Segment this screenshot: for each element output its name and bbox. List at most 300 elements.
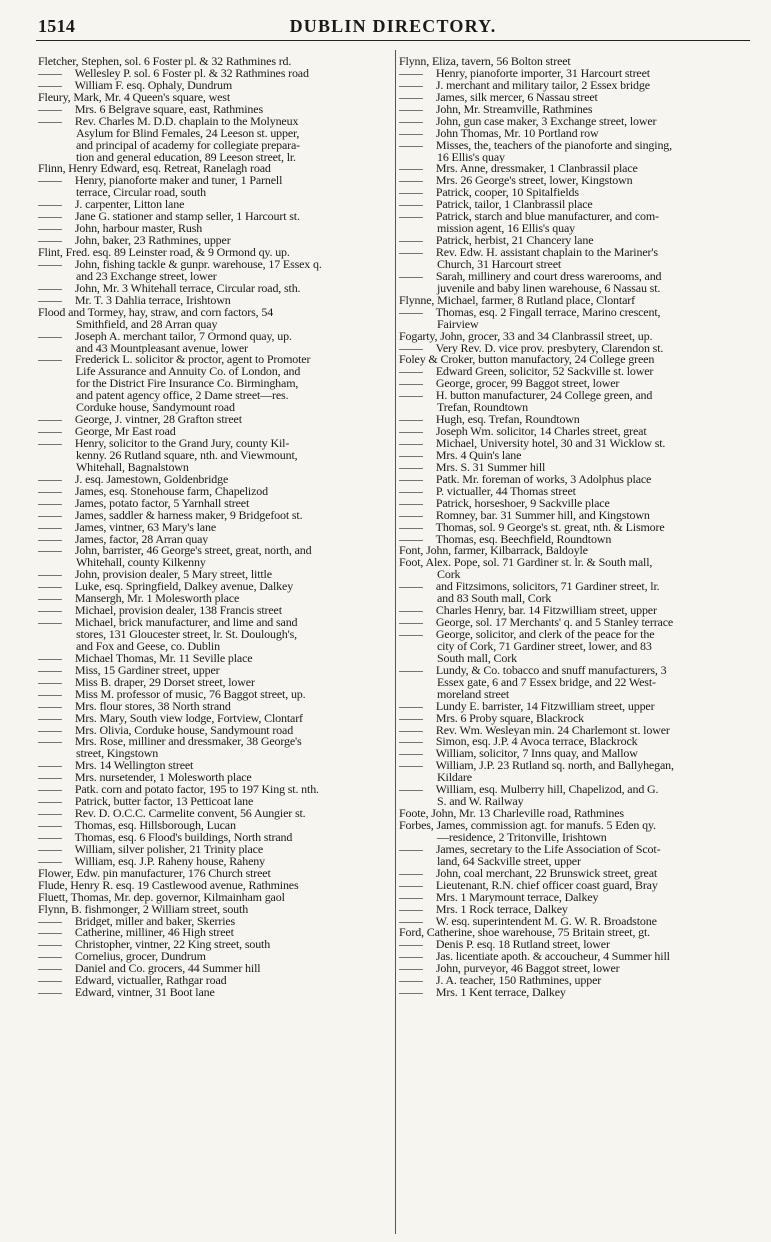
ditto-dash: —— xyxy=(399,784,423,797)
directory-sub-entry xyxy=(399,116,751,128)
directory-sub-entry xyxy=(399,68,751,80)
directory-sub-entry xyxy=(38,331,390,343)
ditto-dash: —— xyxy=(38,700,62,713)
ditto-dash: —— xyxy=(399,521,423,534)
directory-sub-entry xyxy=(38,927,390,939)
ditto-dash: —— xyxy=(399,712,423,725)
directory-sub-entry xyxy=(399,939,751,951)
directory-entry-continuation xyxy=(399,319,751,331)
directory-entry-continuation xyxy=(38,748,390,760)
directory-entry-continuation xyxy=(399,677,751,689)
entry-text: J. carpenter, Litton lane xyxy=(74,199,185,212)
directory-sub-entry xyxy=(38,354,390,366)
ditto-dash: —— xyxy=(399,509,423,522)
directory-sub-entry xyxy=(38,426,390,438)
directory-sub-entry xyxy=(399,462,751,474)
ditto-dash: —— xyxy=(38,736,62,749)
directory-sub-entry xyxy=(399,140,751,152)
entry-text: Mrs. 1 Marymount terrace, Dalkey xyxy=(435,891,599,904)
entry-text: James, silk mercer, 6 Nassau street xyxy=(435,91,598,104)
directory-entry xyxy=(38,892,390,904)
directory-entry-continuation xyxy=(38,450,390,462)
directory-entry-continuation xyxy=(38,140,390,152)
entry-text: Whitehall, county Kilkenny xyxy=(76,557,206,570)
ditto-dash: —— xyxy=(399,461,423,474)
directory-sub-entry xyxy=(399,486,751,498)
directory-sub-entry xyxy=(38,175,390,187)
entry-text: moreland street xyxy=(437,688,510,701)
directory-sub-entry xyxy=(38,414,390,426)
ditto-dash: —— xyxy=(38,772,62,785)
entry-text: Frederick L. solicitor & proctor, agent to Promoter xyxy=(74,354,311,367)
entry-text: Rev. Edw. H. assistant chaplain to the Mariner's xyxy=(435,247,658,259)
entry-text: mission agent, 16 Ellis's quay xyxy=(437,223,575,236)
directory-sub-entry xyxy=(399,522,751,534)
directory-entry xyxy=(399,545,751,557)
entry-text: Cork xyxy=(437,569,461,582)
ditto-dash: —— xyxy=(399,79,423,92)
directory-sub-entry xyxy=(399,366,751,378)
entry-text: Flynn, B. fishmonger, 2 William street, south xyxy=(38,903,249,916)
ditto-dash: —— xyxy=(38,784,62,797)
ditto-dash: —— xyxy=(399,438,423,450)
entry-text: George, solicitor, and clerk of the peace for the xyxy=(435,629,655,641)
directory-sub-entry xyxy=(399,271,751,283)
directory-sub-entry xyxy=(38,796,390,808)
entry-text: South mall, Cork xyxy=(437,652,517,665)
entry-text: John, Mr. Streamville, Rathmines xyxy=(435,103,593,116)
ditto-dash: —— xyxy=(38,438,62,450)
entry-text: Henry, pianoforte importer, 31 Harcourt street xyxy=(435,67,650,80)
directory-entry-continuation xyxy=(399,641,751,653)
ditto-dash: —— xyxy=(399,497,423,510)
entry-text: and 23 Exchange street, lower xyxy=(76,270,217,283)
entry-text: James, saddler & harness maker, 9 Bridgefoot st. xyxy=(74,509,303,522)
directory-sub-entry xyxy=(38,784,390,796)
directory-sub-entry xyxy=(38,593,390,605)
entry-text: Patk. Mr. foreman of works, 3 Adolphus place xyxy=(435,473,652,486)
ditto-dash: —— xyxy=(399,700,423,713)
entry-text: Thomas, esq. 6 Flood's buildings, North strand xyxy=(74,831,293,844)
ditto-dash: —— xyxy=(399,605,423,618)
directory-sub-entry xyxy=(38,665,390,677)
directory-sub-entry xyxy=(38,223,390,235)
ditto-dash: —— xyxy=(399,939,423,952)
directory-entry-continuation xyxy=(38,128,390,140)
directory-sub-entry xyxy=(38,116,390,128)
entry-text: Hugh, esq. Trefan, Roundtown xyxy=(435,414,580,427)
ditto-dash: —— xyxy=(38,545,62,558)
entry-text: J. merchant and military tailor, 2 Essex bridge xyxy=(435,79,650,92)
directory-sub-entry xyxy=(38,474,390,486)
entry-text: William, solicitor, 7 Inns quay, and Mallow xyxy=(435,748,638,761)
directory-sub-entry xyxy=(399,534,751,546)
directory-entry-continuation xyxy=(399,653,751,665)
directory-sub-entry xyxy=(38,916,390,928)
ditto-dash: —— xyxy=(399,306,423,319)
ditto-dash: —— xyxy=(38,939,62,952)
entry-text: and 83 South mall, Cork xyxy=(437,593,552,606)
directory-sub-entry xyxy=(38,975,390,987)
entry-text: Joseph A. merchant tailor, 7 Ormond quay, up. xyxy=(74,330,292,343)
entry-text: Rev. Wm. Wesleyan min. 24 Charlemont st. lower xyxy=(435,724,670,737)
page-title: DUBLIN DIRECTORY. xyxy=(289,16,497,36)
ditto-dash: —— xyxy=(399,187,423,200)
entry-text: Patrick, starch and blue manufacturer, and com- xyxy=(435,211,659,224)
directory-sub-entry xyxy=(399,247,751,259)
entry-text: Mr. T. 3 Dahlia terrace, Irishtown xyxy=(74,294,231,307)
entry-text: and principal of academy for collegiate prepara- xyxy=(76,139,301,152)
entry-text: Mrs. flour stores, 38 North strand xyxy=(74,700,231,713)
ditto-dash: —— xyxy=(38,330,62,343)
entry-text: Mrs. 1 Kent terrace, Dalkey xyxy=(435,987,566,1000)
directory-sub-entry xyxy=(38,987,390,999)
entry-text: William F. esq. Ophaly, Dundrum xyxy=(74,79,233,92)
directory-sub-entry xyxy=(38,856,390,868)
ditto-dash: —— xyxy=(38,533,62,546)
ditto-dash: —— xyxy=(399,115,423,128)
entry-text: Flynn, Eliza, tavern, 56 Bolton street xyxy=(399,56,571,68)
directory-sub-entry xyxy=(399,713,751,725)
directory-sub-entry xyxy=(399,736,751,748)
ditto-dash: —— xyxy=(38,521,62,534)
directory-sub-entry xyxy=(38,283,390,295)
entry-text: city of Cork, 71 Gardiner street, lower, and 83 xyxy=(437,640,652,653)
entry-text: Denis P. esq. 18 Rutland street, lower xyxy=(435,939,610,952)
directory-sub-entry xyxy=(38,211,390,223)
ditto-dash: —— xyxy=(399,235,423,247)
ditto-dash: —— xyxy=(38,79,62,92)
entry-text: Flynne, Michael, farmer, 8 Rutland place, Clontarf xyxy=(399,294,635,307)
entry-text: John, harbour master, Rush xyxy=(74,223,203,236)
entry-text: Mrs. 6 Proby square, Blackrock xyxy=(435,712,584,725)
directory-sub-entry xyxy=(38,68,390,80)
directory-sub-entry xyxy=(399,904,751,916)
directory-sub-entry xyxy=(38,808,390,820)
entry-text: Patrick, herbist, 21 Chancery lane xyxy=(435,235,594,247)
directory-sub-entry xyxy=(399,701,751,713)
ditto-dash: —— xyxy=(399,247,423,259)
ditto-dash: —— xyxy=(399,664,423,677)
ditto-dash: —— xyxy=(38,235,62,247)
ditto-dash: —— xyxy=(38,808,62,820)
directory-sub-entry xyxy=(38,534,390,546)
entry-text: Miss B. draper, 29 Dorset street, lower xyxy=(74,676,255,689)
entry-text: Simon, esq. J.P. 4 Avoca terrace, Blackrock xyxy=(435,736,638,749)
entry-text: Michael Thomas, Mr. 11 Seville place xyxy=(74,652,253,665)
directory-sub-entry xyxy=(399,104,751,116)
ditto-dash: —— xyxy=(38,927,62,940)
entry-text: juvenile and baby linen warehouse, 6 Nassau st. xyxy=(437,282,661,295)
ditto-dash: —— xyxy=(399,975,423,988)
directory-entry-continuation xyxy=(399,569,751,581)
directory-sub-entry xyxy=(399,235,751,247)
directory-sub-entry xyxy=(38,80,390,92)
entry-text: James, vintner, 63 Mary's lane xyxy=(74,521,217,534)
directory-sub-entry xyxy=(399,450,751,462)
directory-entry xyxy=(38,247,390,259)
ditto-dash: —— xyxy=(399,748,423,761)
entry-text: Fluett, Thomas, Mr. dep. governor, Kilmainham gaol xyxy=(38,891,285,904)
directory-entry-continuation xyxy=(399,796,751,808)
ditto-dash: —— xyxy=(399,426,423,438)
directory-entry-continuation xyxy=(38,629,390,641)
entry-text: and Fitzsimons, solicitors, 71 Gardiner street, lr. xyxy=(435,581,660,594)
entry-text: George, Mr East road xyxy=(74,426,176,438)
ditto-dash: —— xyxy=(399,867,423,880)
entry-text: Mansergh, Mr. 1 Molesworth place xyxy=(74,593,240,606)
entry-text: H. button manufacturer, 24 College green, and xyxy=(435,390,653,403)
entry-text: John, fishing tackle & gunpr. warehouse, 17 Essex q. xyxy=(74,258,322,271)
entry-text: Edward, victualler, Rathgar road xyxy=(74,975,227,988)
entry-text: Essex gate, 6 and 7 Essex bridge, and 22 West- xyxy=(437,676,656,689)
entry-text: Mrs. 26 George's street, lower, Kingstown xyxy=(435,175,633,188)
directory-sub-entry xyxy=(38,963,390,975)
entry-text: Patk. corn and potato factor, 195 to 197 King st. nth. xyxy=(74,784,319,797)
directory-sub-entry xyxy=(38,820,390,832)
ditto-dash: —— xyxy=(399,581,423,594)
directory-entry-continuation xyxy=(399,152,751,164)
directory-entry-continuation xyxy=(38,378,390,390)
entry-text: Michael, University hotel, 30 and 31 Wicklow st. xyxy=(435,438,666,450)
entry-text: Jane G. stationer and stamp seller, 1 Harcourt st. xyxy=(74,211,300,224)
entry-text: and patent agency office, 2 Dame street—res. xyxy=(76,390,289,403)
ditto-dash: —— xyxy=(399,199,423,212)
directory-sub-entry xyxy=(38,438,390,450)
entry-text: Rev. D. O.C.C. Carmelite convent, 56 Aungier st. xyxy=(74,808,306,820)
entry-text: P. victualler, 44 Thomas street xyxy=(435,485,576,498)
directory-sub-entry xyxy=(38,569,390,581)
column-divider xyxy=(395,50,396,1234)
entry-text: Michael, brick manufacturer, and lime and sand xyxy=(74,617,298,629)
entry-text: Whitehall, Bagnalstown xyxy=(76,461,189,474)
directory-entry xyxy=(399,295,751,307)
entry-text: —residence, 2 Tritonville, Irishtown xyxy=(437,831,607,844)
ditto-dash: —— xyxy=(38,211,62,224)
ditto-dash: —— xyxy=(38,115,62,128)
ditto-dash: —— xyxy=(399,903,423,916)
directory-sub-entry xyxy=(399,414,751,426)
entry-text: John Thomas, Mr. 10 Portland row xyxy=(435,127,599,140)
ditto-dash: —— xyxy=(399,485,423,498)
entry-text: for the District Fire Insurance Co. Birmingham, xyxy=(76,378,299,391)
directory-entry-continuation xyxy=(38,152,390,164)
entry-text: James, potato factor, 5 Yarnhall street xyxy=(74,497,250,510)
directory-sub-entry xyxy=(399,725,751,737)
entry-text: John, Mr. 3 Whitehall terrace, Circular road, sth. xyxy=(74,282,301,295)
ditto-dash: —— xyxy=(399,366,423,379)
directory-sub-entry xyxy=(399,211,751,223)
directory-entry-continuation xyxy=(38,271,390,283)
directory-sub-entry xyxy=(38,522,390,534)
entry-text: tion and general education, 89 Leeson street, lr. xyxy=(76,151,296,164)
ditto-dash: —— xyxy=(399,67,423,80)
left-column xyxy=(38,56,390,999)
entry-text: Wellesley P. sol. 6 Foster pl. & 32 Rathmines road xyxy=(74,67,309,80)
entry-text: Christopher, vintner, 22 King street, south xyxy=(74,939,271,952)
directory-entry-continuation xyxy=(399,593,751,605)
ditto-dash: —— xyxy=(38,820,62,832)
entry-text: Rev. Charles M. D.D. chaplain to the Molyneux xyxy=(74,115,299,128)
directory-sub-entry xyxy=(399,426,751,438)
ditto-dash: —— xyxy=(399,915,423,928)
directory-sub-entry xyxy=(399,498,751,510)
ditto-dash: —— xyxy=(38,581,62,594)
ditto-dash: —— xyxy=(38,354,62,367)
ditto-dash: —— xyxy=(38,509,62,522)
ditto-dash: —— xyxy=(38,652,62,665)
directory-entry-continuation xyxy=(38,557,390,569)
directory-entry xyxy=(38,880,390,892)
directory-sub-entry xyxy=(399,128,751,140)
ditto-dash: —— xyxy=(38,199,62,212)
directory-entry-continuation xyxy=(399,402,751,414)
entry-text: Catherine, milliner, 46 High street xyxy=(74,927,234,940)
entry-text: George, sol. 17 Merchants' q. and 5 Stanley terrace xyxy=(435,617,674,629)
directory-sub-entry xyxy=(399,92,751,104)
directory-sub-entry xyxy=(38,104,390,116)
directory-sub-entry xyxy=(38,259,390,271)
entry-text: Henry, pianoforte maker and tuner, 1 Parnell xyxy=(74,175,283,188)
ditto-dash: —— xyxy=(399,891,423,904)
directory-entry xyxy=(399,808,751,820)
entry-text: Trefan, Roundtown xyxy=(437,402,529,415)
entry-text: Patrick, tailor, 1 Clanbrassil place xyxy=(435,199,593,212)
entry-text: John, barrister, 46 George's street, great, north, and xyxy=(74,545,312,558)
directory-sub-entry xyxy=(399,581,751,593)
entry-text: terrace, Circular road, south xyxy=(76,187,206,200)
entry-text: John, provision dealer, 5 Mary street, little xyxy=(74,569,272,582)
directory-sub-entry xyxy=(399,916,751,928)
directory-sub-entry xyxy=(399,868,751,880)
entry-text: street, Kingstown xyxy=(76,748,159,761)
entry-text: Bridget, miller and baker, Skerries xyxy=(74,915,236,928)
ditto-dash: —— xyxy=(38,664,62,677)
ditto-dash: —— xyxy=(38,796,62,809)
ditto-dash: —— xyxy=(38,569,62,582)
directory-sub-entry xyxy=(38,760,390,772)
entry-text: James, secretary to the Life Association of Scot- xyxy=(435,843,661,856)
directory-sub-entry xyxy=(399,187,751,199)
directory-sub-entry xyxy=(399,390,751,402)
directory-entry-continuation xyxy=(399,283,751,295)
directory-entry-continuation xyxy=(38,402,390,414)
directory-entry xyxy=(38,904,390,916)
directory-entry-continuation xyxy=(38,641,390,653)
entry-text: Foot, Alex. Pope, sol. 71 Gardiner st. lr. & South mall, xyxy=(399,557,653,570)
ditto-dash: —— xyxy=(399,414,423,427)
ditto-dash: —— xyxy=(399,175,423,188)
ditto-dash: —— xyxy=(38,951,62,964)
entry-text: Luke, esq. Springfield, Dalkey avenue, Dalkey xyxy=(74,581,294,594)
entry-text: James, esq. Stonehouse farm, Chapelizod xyxy=(74,485,268,498)
directory-sub-entry xyxy=(38,581,390,593)
directory-sub-entry xyxy=(399,80,751,92)
directory-sub-entry xyxy=(38,235,390,247)
directory-sub-entry xyxy=(38,951,390,963)
entry-text: Fleury, Mark, Mr. 4 Queen's square, west xyxy=(38,91,231,104)
page-header xyxy=(36,14,750,41)
ditto-dash: —— xyxy=(399,760,423,773)
ditto-dash: —— xyxy=(38,688,62,701)
entry-text: Fairview xyxy=(437,318,479,331)
entry-text: Michael, provision dealer, 138 Francis street xyxy=(74,605,282,618)
ditto-dash: —— xyxy=(38,605,62,618)
directory-sub-entry xyxy=(399,760,751,772)
directory-sub-entry xyxy=(399,975,751,987)
directory-sub-entry xyxy=(38,486,390,498)
entry-text: Mrs. Anne, dressmaker, 1 Clanbrassil place xyxy=(435,163,638,176)
entry-text: John, purveyor, 46 Baggot street, lower xyxy=(435,963,620,976)
directory-entry-continuation xyxy=(399,689,751,701)
entry-text: Sarah, millinery and court dress warerooms, and xyxy=(435,270,662,283)
ditto-dash: —— xyxy=(399,879,423,892)
directory-sub-entry xyxy=(399,892,751,904)
entry-text: William, silver polisher, 21 Trinity place xyxy=(74,843,264,856)
entry-text: Romney, bar. 31 Summer hill, and Kingstown xyxy=(435,509,650,522)
ditto-dash: —— xyxy=(399,951,423,964)
entry-text: Thomas, esq. Hillsborough, Lucan xyxy=(74,820,236,832)
directory-entry-continuation xyxy=(38,319,390,331)
entry-text: Joseph Wm. solicitor, 14 Charles street, great xyxy=(435,426,647,438)
ditto-dash: —— xyxy=(38,593,62,606)
ditto-dash: —— xyxy=(399,724,423,737)
entry-text: Lundy E. barrister, 14 Fitzwilliam street, upper xyxy=(435,700,655,713)
directory-entry-continuation xyxy=(38,462,390,474)
directory-sub-entry xyxy=(399,510,751,522)
entry-text: W. esq. superintendent M. G. W. R. Broadstone xyxy=(435,915,657,928)
entry-text: Church, 31 Harcourt street xyxy=(437,258,562,271)
entry-text: John, gun case maker, 3 Exchange street, lower xyxy=(435,115,657,128)
ditto-dash: —— xyxy=(399,270,423,283)
directory-sub-entry xyxy=(399,199,751,211)
directory-entry xyxy=(38,163,390,175)
ditto-dash: —— xyxy=(38,975,62,988)
ditto-dash: —— xyxy=(38,223,62,236)
directory-sub-entry xyxy=(38,617,390,629)
directory-entry xyxy=(38,868,390,880)
entry-text: Kildare xyxy=(437,772,472,785)
ditto-dash: —— xyxy=(399,163,423,176)
ditto-dash: —— xyxy=(399,390,423,403)
entry-text: John, baker, 23 Rathmines, upper xyxy=(74,235,231,247)
entry-text: Foote, John, Mr. 13 Charleville road, Rathmines xyxy=(399,808,624,820)
directory-sub-entry xyxy=(38,772,390,784)
ditto-dash: —— xyxy=(38,473,62,486)
ditto-dash: —— xyxy=(38,676,62,689)
directory-entry-continuation xyxy=(38,390,390,402)
entry-text: William, J.P. 23 Rutland sq. north, and Ballyhegan, xyxy=(435,760,674,773)
entry-text: Miss, 15 Gardiner street, upper xyxy=(74,664,220,677)
directory-sub-entry xyxy=(38,832,390,844)
entry-text: Forbes, James, commission agt. for manufs. 5 Eden qy. xyxy=(399,820,656,832)
ditto-dash: —— xyxy=(38,175,62,188)
entry-text: and Fox and Geese, co. Dublin xyxy=(76,640,220,653)
ditto-dash: —— xyxy=(38,485,62,498)
entry-text: Flude, Henry R. esq. 19 Castlewood avenue, Rathmines xyxy=(38,879,299,892)
directory-entry xyxy=(399,820,751,832)
entry-text: Flower, Edw. pin manufacturer, 176 Church street xyxy=(38,867,271,880)
entry-text: George, J. vintner, 28 Grafton street xyxy=(74,414,242,427)
directory-sub-entry xyxy=(399,617,751,629)
entry-text: Mrs. S. 31 Summer hill xyxy=(435,461,546,474)
entry-text: George, grocer, 99 Baggot street, lower xyxy=(435,378,620,391)
entry-text: Thomas, sol. 9 George's st. great, nth. & Lismore xyxy=(435,521,665,534)
ditto-dash: —— xyxy=(399,103,423,116)
entry-text: Lundy, & Co. tobacco and snuff manufacturers, 3 xyxy=(435,664,667,677)
entry-text: Corduke house, Sandymount road xyxy=(76,402,235,415)
ditto-dash: —— xyxy=(38,855,62,868)
